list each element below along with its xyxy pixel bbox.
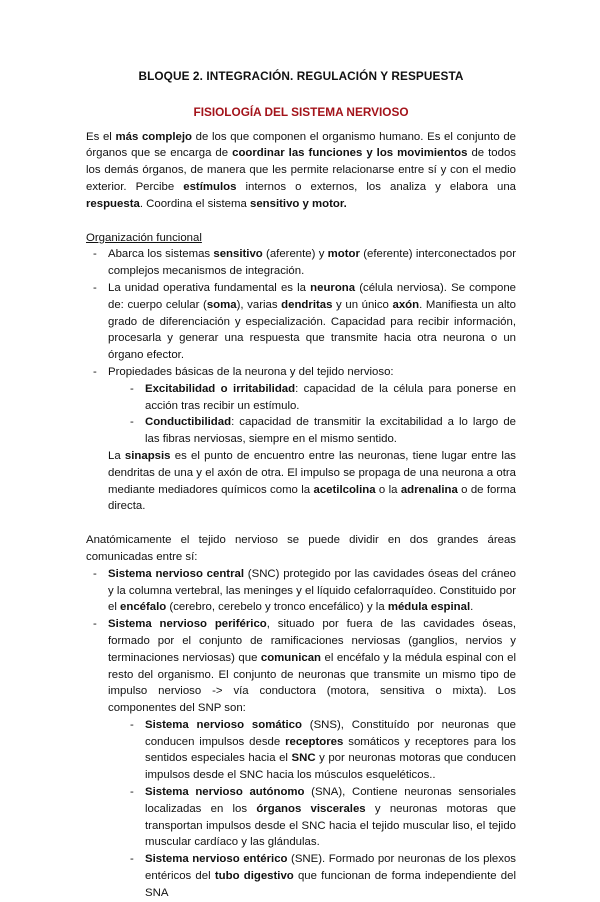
sub-list-item bbox=[145, 851, 516, 901]
text-run: Anatómicamente el tejido nervioso se puede dividir en dos grandes áreas comunicadas entre sí: bbox=[86, 534, 516, 563]
text-run: (SNE). Formado por neuronas de los plexos entéricos del bbox=[145, 853, 516, 883]
list-item bbox=[108, 246, 516, 280]
bold-term: dendritas bbox=[281, 298, 333, 311]
text-run: y neuronas motoras que transportan impulsos desde el SNC hacia el tejido muscular liso, el tejido muscular cardíaco y las glándulas. bbox=[145, 802, 516, 849]
bold-term: respuesta bbox=[86, 197, 140, 210]
bold-term: Sistema nervioso periférico bbox=[108, 618, 267, 631]
text-run: : capacidad de transmitir la excitabilidad a lo largo de las fibras nerviosas, siempre en el mismo sentido. bbox=[145, 416, 516, 446]
sub-list-item bbox=[145, 381, 516, 415]
bold-term: estímulos bbox=[183, 180, 237, 193]
sub-list-item bbox=[145, 717, 516, 784]
text-run: , situado por fuera de las cavidades óseas, formado por el conjunto de ramificaciones nerviosas (ganglios, nervios y terminaciones nerviosas) que bbox=[108, 618, 516, 664]
text-run: (aferente) y bbox=[262, 248, 328, 261]
text-run: La bbox=[108, 449, 125, 462]
text-run: somáticos y receptores para los sentidos especiales hacia el bbox=[145, 735, 517, 765]
bold-term: Sistema nervioso autónomo bbox=[145, 786, 305, 799]
bold-term: encéfalo bbox=[120, 601, 167, 614]
text-run: (SNS), Constituído por neuronas que conducen impulsos desde bbox=[145, 718, 516, 748]
bold-term: Conductibilidad bbox=[145, 416, 232, 429]
list-item bbox=[108, 566, 516, 616]
text-run: Organización funcional bbox=[86, 231, 202, 244]
paragraph bbox=[86, 532, 516, 566]
text-run: (eferente) interconectados por complejos mecanismos de integración. bbox=[108, 248, 516, 278]
bold-term: axón bbox=[392, 298, 420, 311]
bold-term: tubo digestivo bbox=[214, 870, 294, 883]
paragraph bbox=[86, 129, 516, 213]
list-item bbox=[108, 364, 516, 381]
bold-term: adrenalina bbox=[400, 483, 458, 496]
bold-term: Sistema nervioso entérico bbox=[145, 853, 288, 866]
text-run: que funcionan de forma independiente del SNA bbox=[145, 870, 516, 899]
text-run: es el punto de encuentro entre las neuronas, tiene lugar entre las dendritas de una y el axón de otra. El impulso se propaga de una neurona a otra mediante mediadores químicos como la bbox=[108, 449, 516, 496]
bold-term: acetilcolina bbox=[313, 483, 376, 496]
text-run: (SNA), Contiene neuronas sensoriales localizadas en los bbox=[145, 786, 516, 815]
bold-term: Sistema nervioso central bbox=[108, 567, 245, 580]
bold-term: Sistema nervioso somático bbox=[145, 718, 302, 731]
text-run: (célula nerviosa). Se compone de: cuerpo celular ( bbox=[108, 281, 516, 311]
section-heading bbox=[86, 230, 516, 247]
bullet-list bbox=[86, 246, 516, 448]
text-run: ), varias bbox=[236, 298, 282, 311]
text-run: . bbox=[470, 601, 474, 614]
bold-term: médula espinal bbox=[387, 601, 471, 614]
bold-term: Excitabilidad o irritabilidad bbox=[145, 382, 296, 395]
text-run: . Coordina el sistema bbox=[139, 197, 250, 210]
text-run: el encéfalo y la médula espinal con el resto del organismo. El conjunto de neuronas que transmite un mismo tipo de impulso nervioso -> vía conductora (motora, sensitiva o mixta). Los componentes del SNP son: bbox=[108, 651, 517, 715]
text-run: y un único bbox=[332, 298, 393, 311]
text-run: La unidad operativa fundamental es la bbox=[108, 281, 311, 294]
bold-term: receptores bbox=[285, 735, 344, 748]
bold-term: comunican bbox=[260, 651, 322, 664]
text-run: Propiedades básicas de la neurona y del tejido nervioso: bbox=[108, 365, 394, 378]
text-run: Es el bbox=[86, 130, 116, 143]
text-run: . Manifiesta un alto grado de diferenciación y especialización. Capacidad para recibir información, procesarla y generar una respuesta que transmite hacia otra neurona o un órgano efector. bbox=[108, 298, 517, 362]
text-run: (cerebro, cerebelo y tronco encefálico) y la bbox=[166, 601, 388, 614]
list-item bbox=[108, 616, 516, 717]
bold-term: soma bbox=[206, 298, 237, 311]
text-run: o la bbox=[375, 483, 401, 496]
bullet-list bbox=[86, 566, 516, 902]
sub-list-item bbox=[145, 784, 516, 851]
text-run: de todos los demás órganos, de manera que les permite relacionarse entre sí y con el medio exterior. Percibe bbox=[86, 147, 516, 193]
bold-term: órganos viscerales bbox=[256, 802, 366, 815]
text-run: (SNC) protegido por las cavidades óseas del cráneo y la columna vertebral, las meninges y el líquido cefalorraquídeo. Constituido por el bbox=[108, 567, 516, 614]
document-title: BLOQUE 2. INTEGRACIÓN. REGULACIÓN Y RESPUESTA bbox=[138, 69, 464, 83]
sub-list-item bbox=[145, 414, 516, 448]
text-run: : capacidad de la célula para ponerse en acción tras recibir un estímulo. bbox=[145, 382, 516, 412]
bold-term: sensitivo bbox=[213, 248, 263, 261]
bold-term: sinapsis bbox=[124, 449, 171, 462]
bold-term: coordinar las funciones y los movimientos bbox=[232, 147, 468, 160]
section-title: FISIOLOGÍA DEL SISTEMA NERVIOSO bbox=[193, 104, 409, 119]
paragraph bbox=[108, 448, 516, 515]
text-run: y por neuronas motoras que conducen impulsos desde el SNC hacia los músculos esqueléticos.. bbox=[145, 752, 516, 782]
document-page bbox=[86, 68, 516, 902]
list-item bbox=[108, 280, 516, 364]
bold-term: motor bbox=[327, 248, 360, 261]
text-run: internos o externos, los analiza y elabora una bbox=[236, 180, 516, 193]
bold-term: SNC bbox=[291, 752, 316, 765]
text-run: o de forma directa. bbox=[108, 483, 516, 513]
document-body bbox=[86, 129, 516, 902]
text-run: Abarca los sistemas bbox=[108, 248, 214, 261]
bold-term: neurona bbox=[310, 281, 356, 294]
bold-term: sensitivo y motor. bbox=[250, 197, 347, 210]
bold-term: más complejo bbox=[115, 130, 192, 143]
text-run: de los que componen el organismo humano. Es el conjunto de órganos que se encarga de bbox=[86, 130, 516, 160]
